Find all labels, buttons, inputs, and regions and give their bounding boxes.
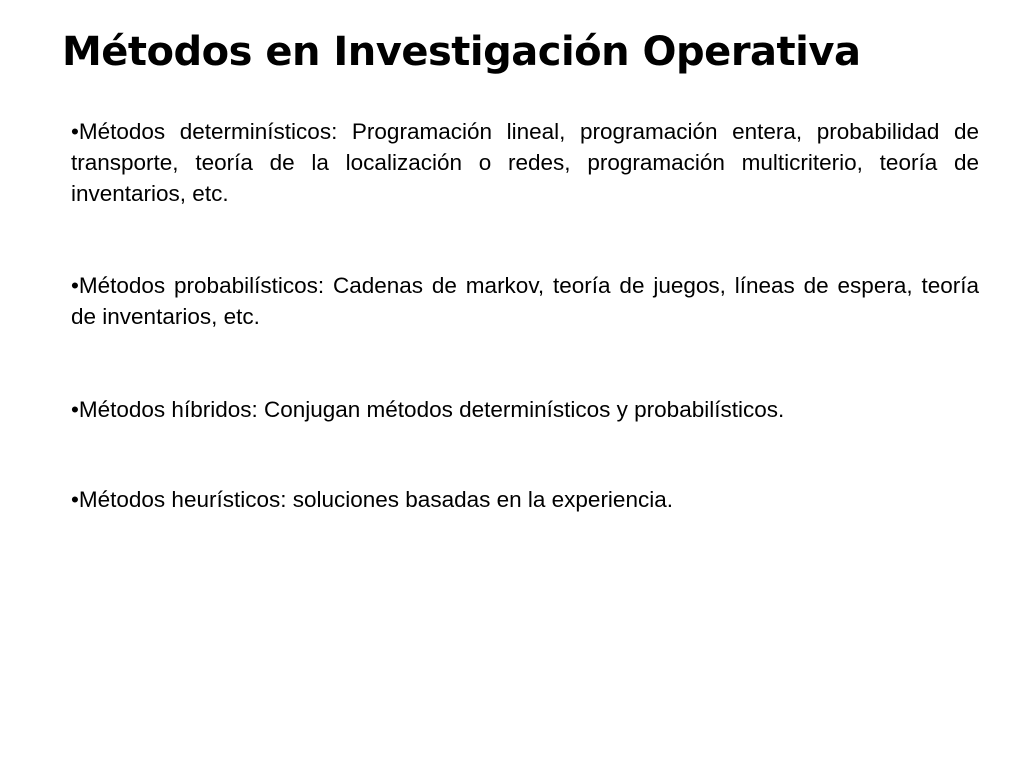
bullet-heuristic-methods: •Métodos heurísticos: soluciones basadas en la experiencia. [71,487,673,512]
bullet-deterministic-methods: •Métodos determinísticos: Programación lineal, programación entera, probabilidad de transporte, teoría de la localización o redes, programación multicriterio, teoría de inventarios, etc. [71,119,979,206]
bullet-probabilistic-methods: •Métodos probabilísticos: Cadenas de markov, teoría de juegos, líneas de espera, teoría de inventarios, etc. [71,273,979,329]
bullet-hybrid-methods: •Métodos híbridos: Conjugan métodos determinísticos y probabilísticos. [71,397,785,422]
slide-title: Métodos en Investigación Operativa [62,29,861,75]
